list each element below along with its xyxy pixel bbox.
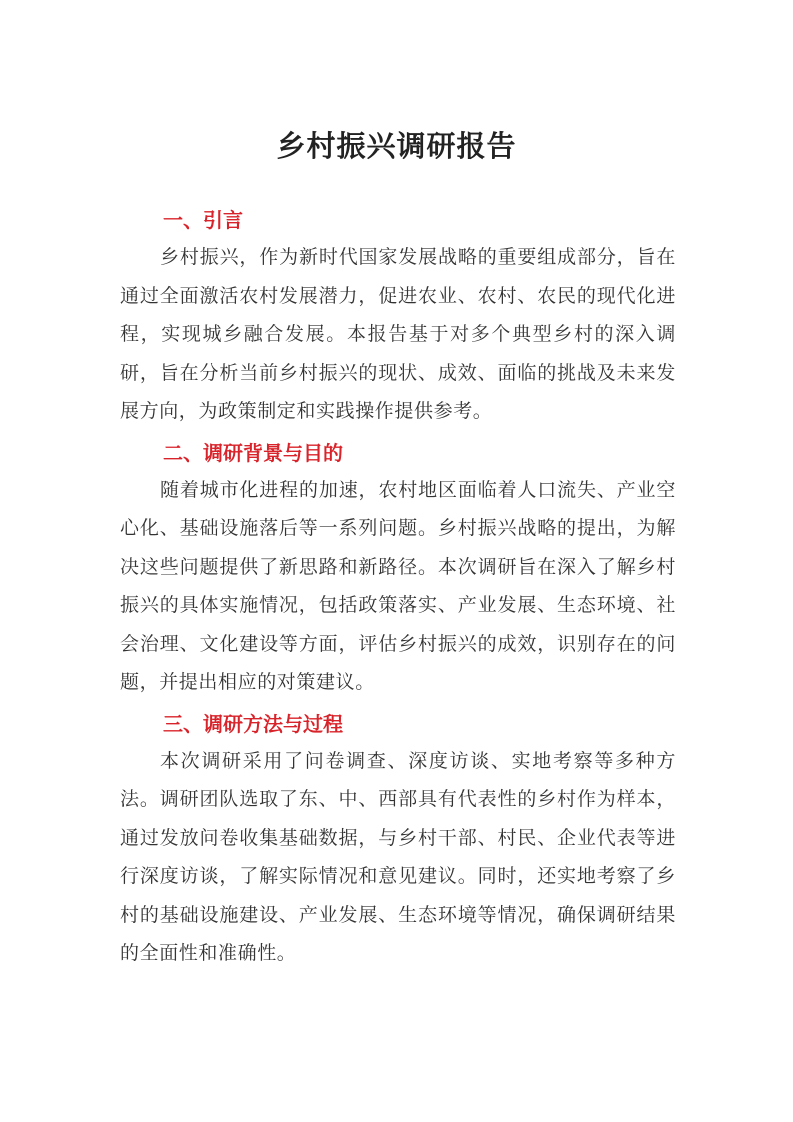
section-introduction (120, 202, 676, 431)
section-heading: 二、调研背景与目的 (163, 440, 343, 465)
section-background-purpose (120, 435, 676, 702)
section-paragraph: 本次调研采用了问卷调查、深度访谈、实地考察等多种方法。调研团队选取了东、中、西部具有代表性的乡村作为样本，通过发放问卷收集基础数据，与乡村干部、村民、企业代表等进行深度访谈，了解实际情况和意见建议。同时，还实地考察了乡村的基础设施建设、产业发展、生态环境等情况，确保调研结果的全面性和准确性。 (120, 749, 676, 964)
document-title: 乡村振兴调研报告 (276, 129, 517, 163)
section-heading: 一、引言 (163, 208, 243, 232)
section-methods-process (120, 706, 676, 973)
section-paragraph: 乡村振兴，作为新时代国家发展战略的重要组成部分，旨在通过全面激活农村发展潜力，促进农业、农村、农民的现代化进程，实现城乡融合发展。本报告基于对多个典型乡村的深入调研，旨在分析当前乡村振兴的现状、成效、面临的挑战及未来发展方向，为政策制定和实践操作提供参考。 (120, 246, 676, 422)
section-paragraph: 随着城市化进程的加速，农村地区面临着人口流失、产业空心化、基础设施落后等一系列问题。乡村振兴战略的提出，为解决这些问题提供了新思路和新路径。本次调研旨在深入了解乡村振兴的具体实施情况，包括政策落实、产业发展、生态环境、社会治理、文化建设等方面，评估乡村振兴的成效，识别存在的问题，并提出相应的对策建议。 (120, 478, 676, 693)
document-body (120, 202, 676, 977)
section-heading: 三、调研方法与过程 (163, 711, 343, 736)
